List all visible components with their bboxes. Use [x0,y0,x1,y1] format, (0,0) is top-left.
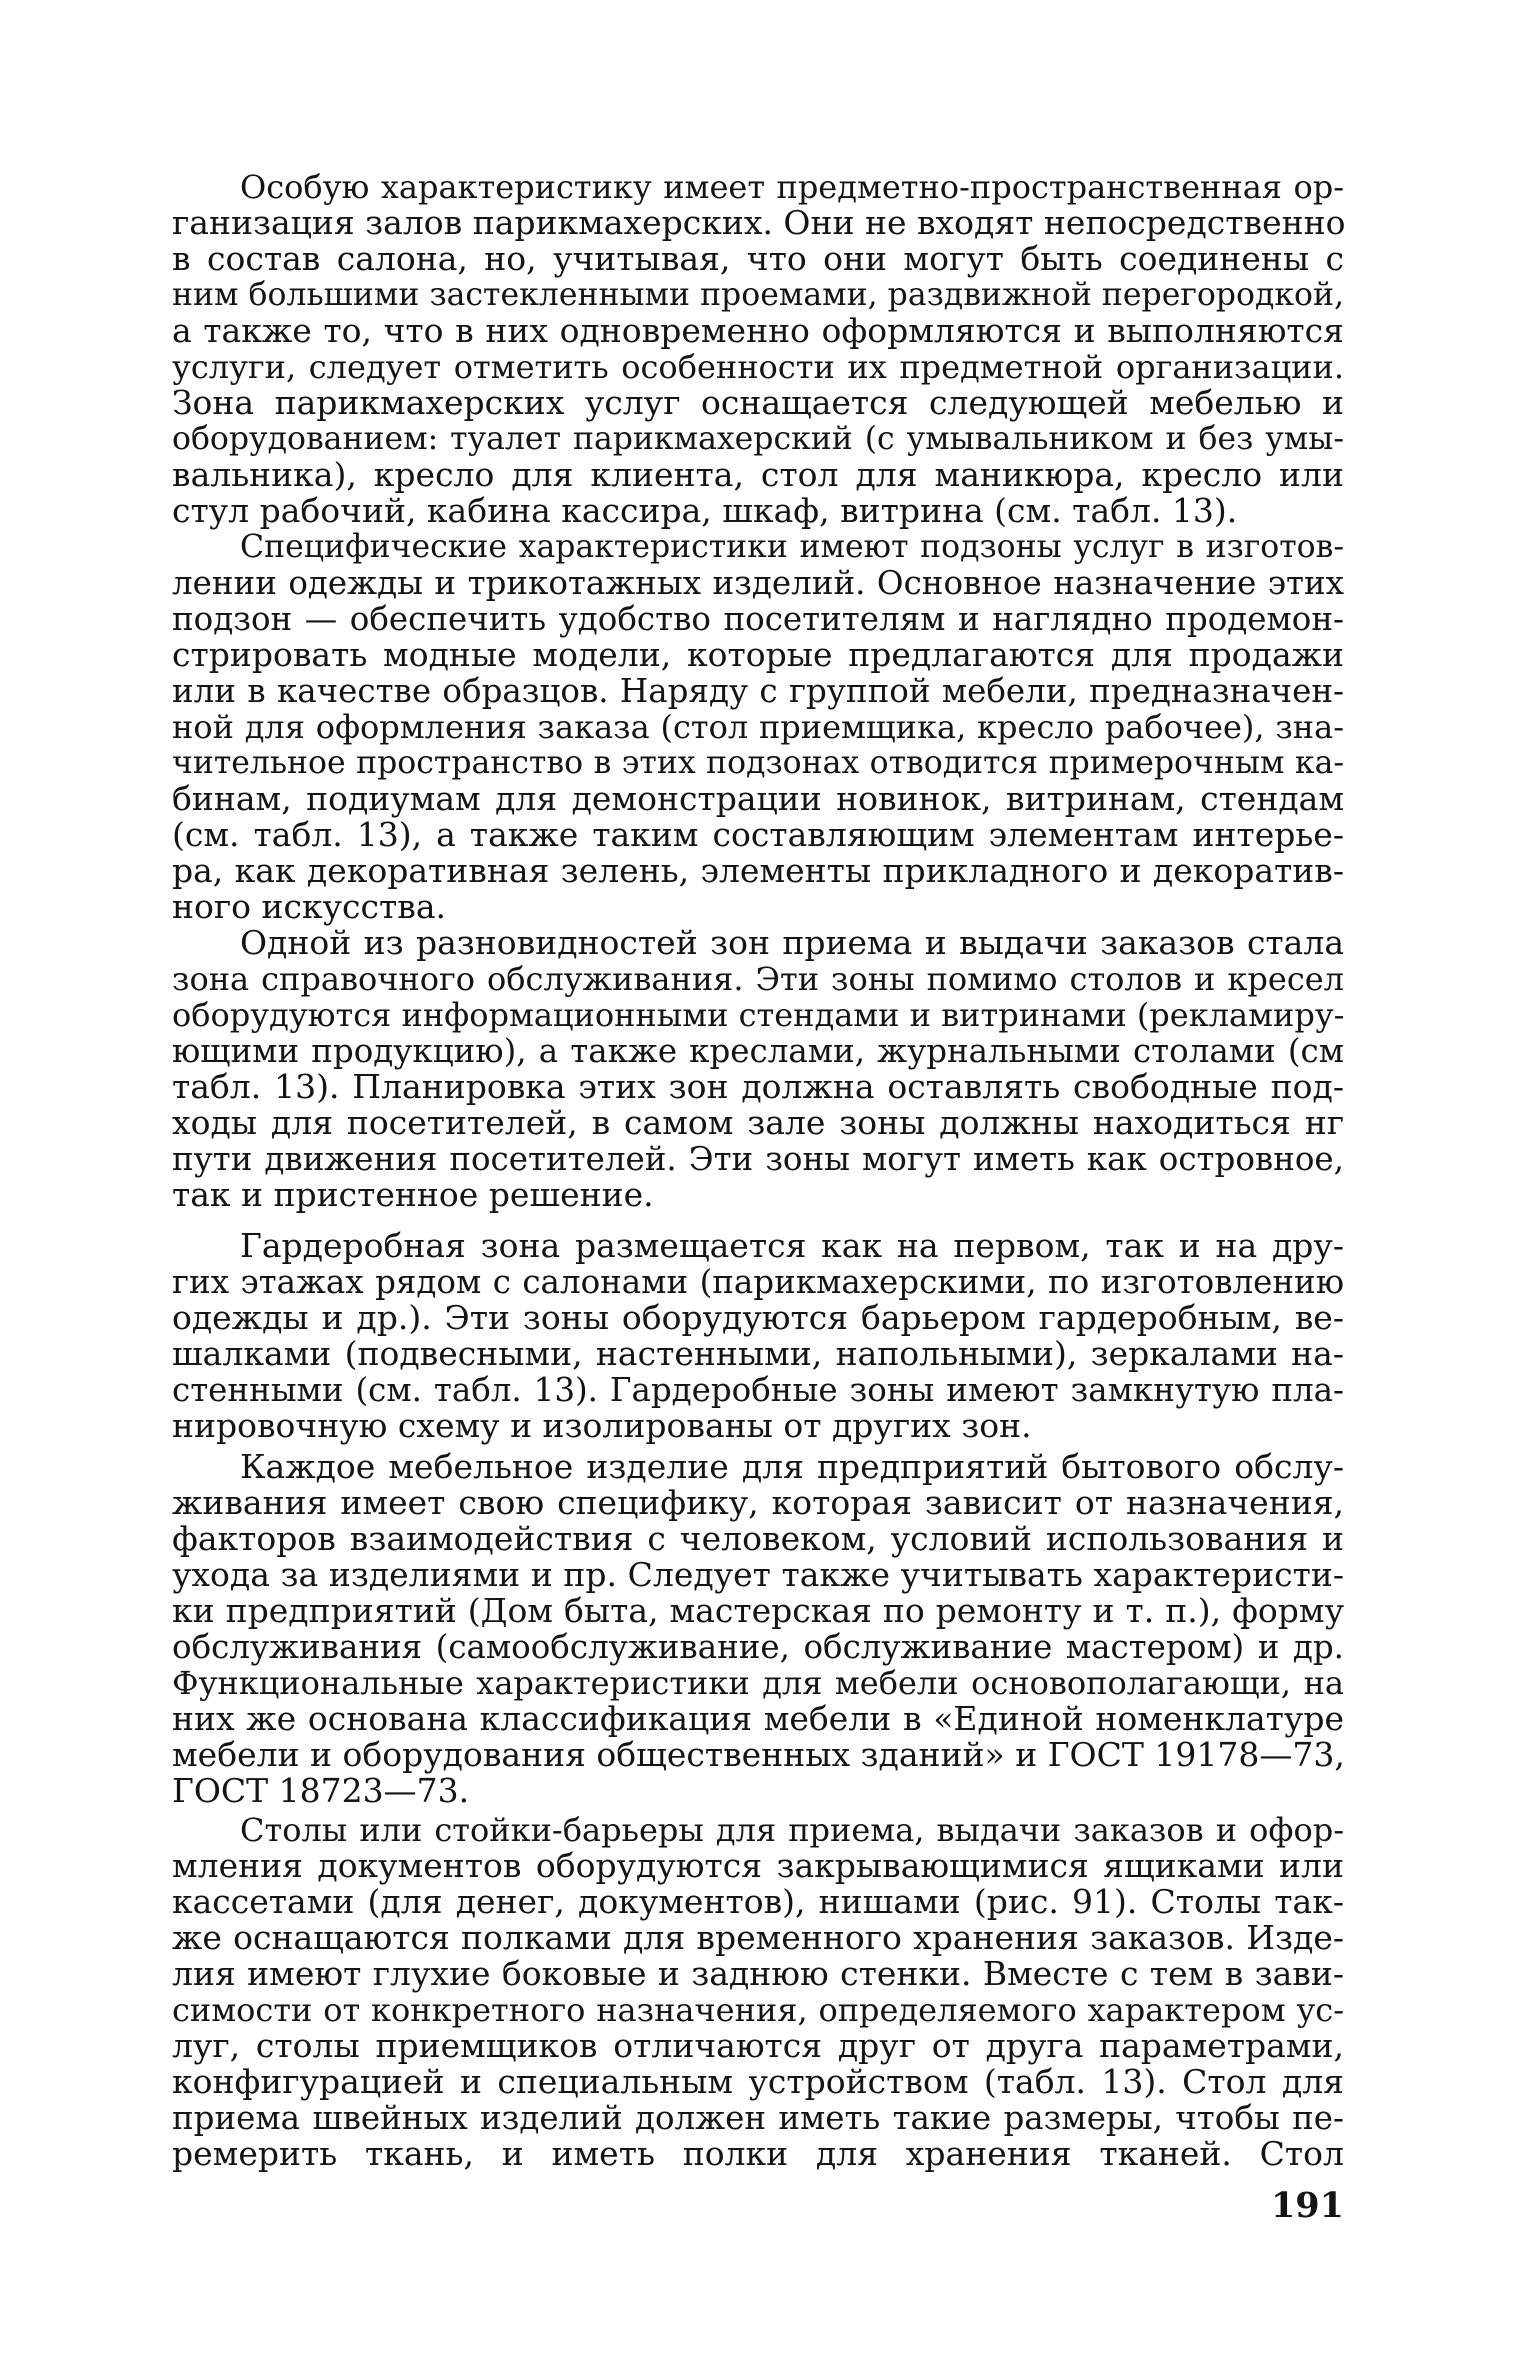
text-line: так и пристенное решение. [172,1175,654,1214]
text-line: ющими продукцию), а также креслами, журнальными столами (см [172,1032,1344,1070]
text-line: ухода за изделиями и пр. Следует также учитывать характеристи- [172,1555,1344,1594]
text-line: симости от конкретного назначения, определяемого характером ус- [172,1991,1344,2029]
text-line: приема швейных изделий должен иметь такие размеры, чтобы пе- [172,2099,1344,2137]
text-line: факторов взаимодействия с человеком, условий использования и [172,1519,1344,1558]
text-line: ки предприятий (Дом быта, мастерская по ремонту и т. п.), форму [172,1591,1344,1630]
text-line: живания имеет свою специфику, которая зависит от назначения, [172,1483,1344,1522]
text-line: лия имеют глухие боковые и заднюю стенки. Вместе с тем в зави- [172,1954,1344,1993]
text-line: луг, столы приемщиков отличаются друг от друга параметрами, [172,2026,1344,2065]
text-line: оборудованием: туалет парикмахерский (с умывальником и без умы- [172,421,1344,457]
text-line: Функциональные характеристики для мебели основополагающи, на [172,1664,1344,1702]
text-line: вальника), кресло для клиента, стол для маникюра, кресло или [172,455,1344,494]
text-line: табл. 13). Планировка этих зон должна оставлять свободные под- [172,1067,1344,1106]
text-line: услуги, следует отметить особенности их предметной организации. [172,348,1344,386]
text-line: Столы или стойки-барьеры для приема, выдачи заказов и офор- [240,1811,1344,1849]
text-line: же оснащаются полками для временного хранения заказов. Изде- [172,1918,1344,1957]
text-line: чительное пространство в этих подзонах отводится примерочным ка- [172,745,1344,781]
text-line: мебели и оборудования общественных зданий» и ГОСТ 19178—73, [172,1735,1345,1774]
text-line: или в качестве образцов. Наряду с группой мебели, предназначен- [172,672,1344,710]
text-line: стрировать модные модели, которые предлагаются для продажи [172,635,1344,674]
text-line: Специфические характеристики имеют подзоны услуг в изготов- [240,529,1344,565]
text-line: пути движения посетителей. Эти зоны могут иметь как островное, [172,1140,1344,1178]
text-line: оборудуются информационными стендами и витринами (рекламиру- [172,996,1345,1034]
text-line: зона справочного обслуживания. Эти зоны помимо столов и кресел [172,960,1344,998]
text-line: Зона парикмахерских услуг оснащается следующей мебелью и [172,383,1344,422]
page-number: 191 [1270,2185,1344,2226]
text-line: (см. табл. 13), а также таким составляющим элементам интерье- [172,815,1344,854]
text-line: ра, как декоративная зелень, элементы прикладного и декоратив- [172,851,1344,890]
text-line: ним большими застекленными проемами, раздвижной перегородкой, [172,277,1344,313]
text-line: мления документов оборудуются закрывающимися ящиками или [172,1846,1344,1885]
text-line: в состав салона, но, учитывая, что они могут быть соединены с [172,239,1344,278]
text-line: ГОСТ 18723—73. [172,1771,470,1810]
text-line: лении одежды и трикотажных изделий. Основное назначение этих [172,564,1344,602]
text-line: бинам, подиумам для демонстрации новинок, витринам, стендам [172,779,1344,818]
text-line: подзон — обеспечить удобство посетителям и наглядно продемон- [172,600,1344,638]
text-line: а также то, что в них одновременно оформляются и выполняются [172,311,1344,350]
text-line: одежды и др.). Эти зоны оборудуются барьером гардеробным, ве- [172,1298,1344,1337]
text-line: ной для оформления заказа (стол приемщика, кресло рабочее), зна- [172,708,1344,746]
text-line: обслуживания (самообслуживание, обслуживание мастером) и др. [172,1628,1344,1666]
text-line: Особую характеристику имеет предметно-пространственная ор- [240,168,1344,206]
text-line: Одной из разновидностей зон приема и выдачи заказов стала [240,923,1344,962]
text-line: стул рабочий, кабина кассира, шкаф, витрина (см. табл. 13). [172,491,1238,530]
text-line: них же основана классификация мебели в «Единой номенклатуре [172,1699,1344,1738]
text-line: Каждое мебельное изделие для предприятий бытового обслу- [240,1447,1344,1486]
text-line: ганизация залов парикмахерских. Они не входят непосредственно [172,203,1346,242]
text-line: ходы для посетителей, в самом зале зоны должны находиться нг [172,1103,1344,1142]
text-line: стенными (см. табл. 13). Гардеробные зоны имеют замкнутую пла- [172,1371,1344,1409]
text-line: кассетами (для денег, документов), нишами (рис. 91). Столы так- [172,1882,1344,1921]
text-line: нировочную схему и изолированы от других зон. [172,1406,1032,1445]
text-line: Гардеробная зона размещается как на первом, так и на дру- [240,1226,1344,1265]
text-line: ного искусства. [172,887,446,926]
text-line: шалками (подвесными, настенными, напольными), зеркалами на- [172,1334,1344,1373]
text-line: конфигурацией и специальным устройством (табл. 13). Стол для [172,2062,1344,2101]
text-line: ремерить ткань, и иметь полки для хранения тканей. Стол [172,2134,1344,2173]
text-line: гих этажах рядом с салонами (парикмахерскими, по изготовлению [172,1263,1344,1301]
